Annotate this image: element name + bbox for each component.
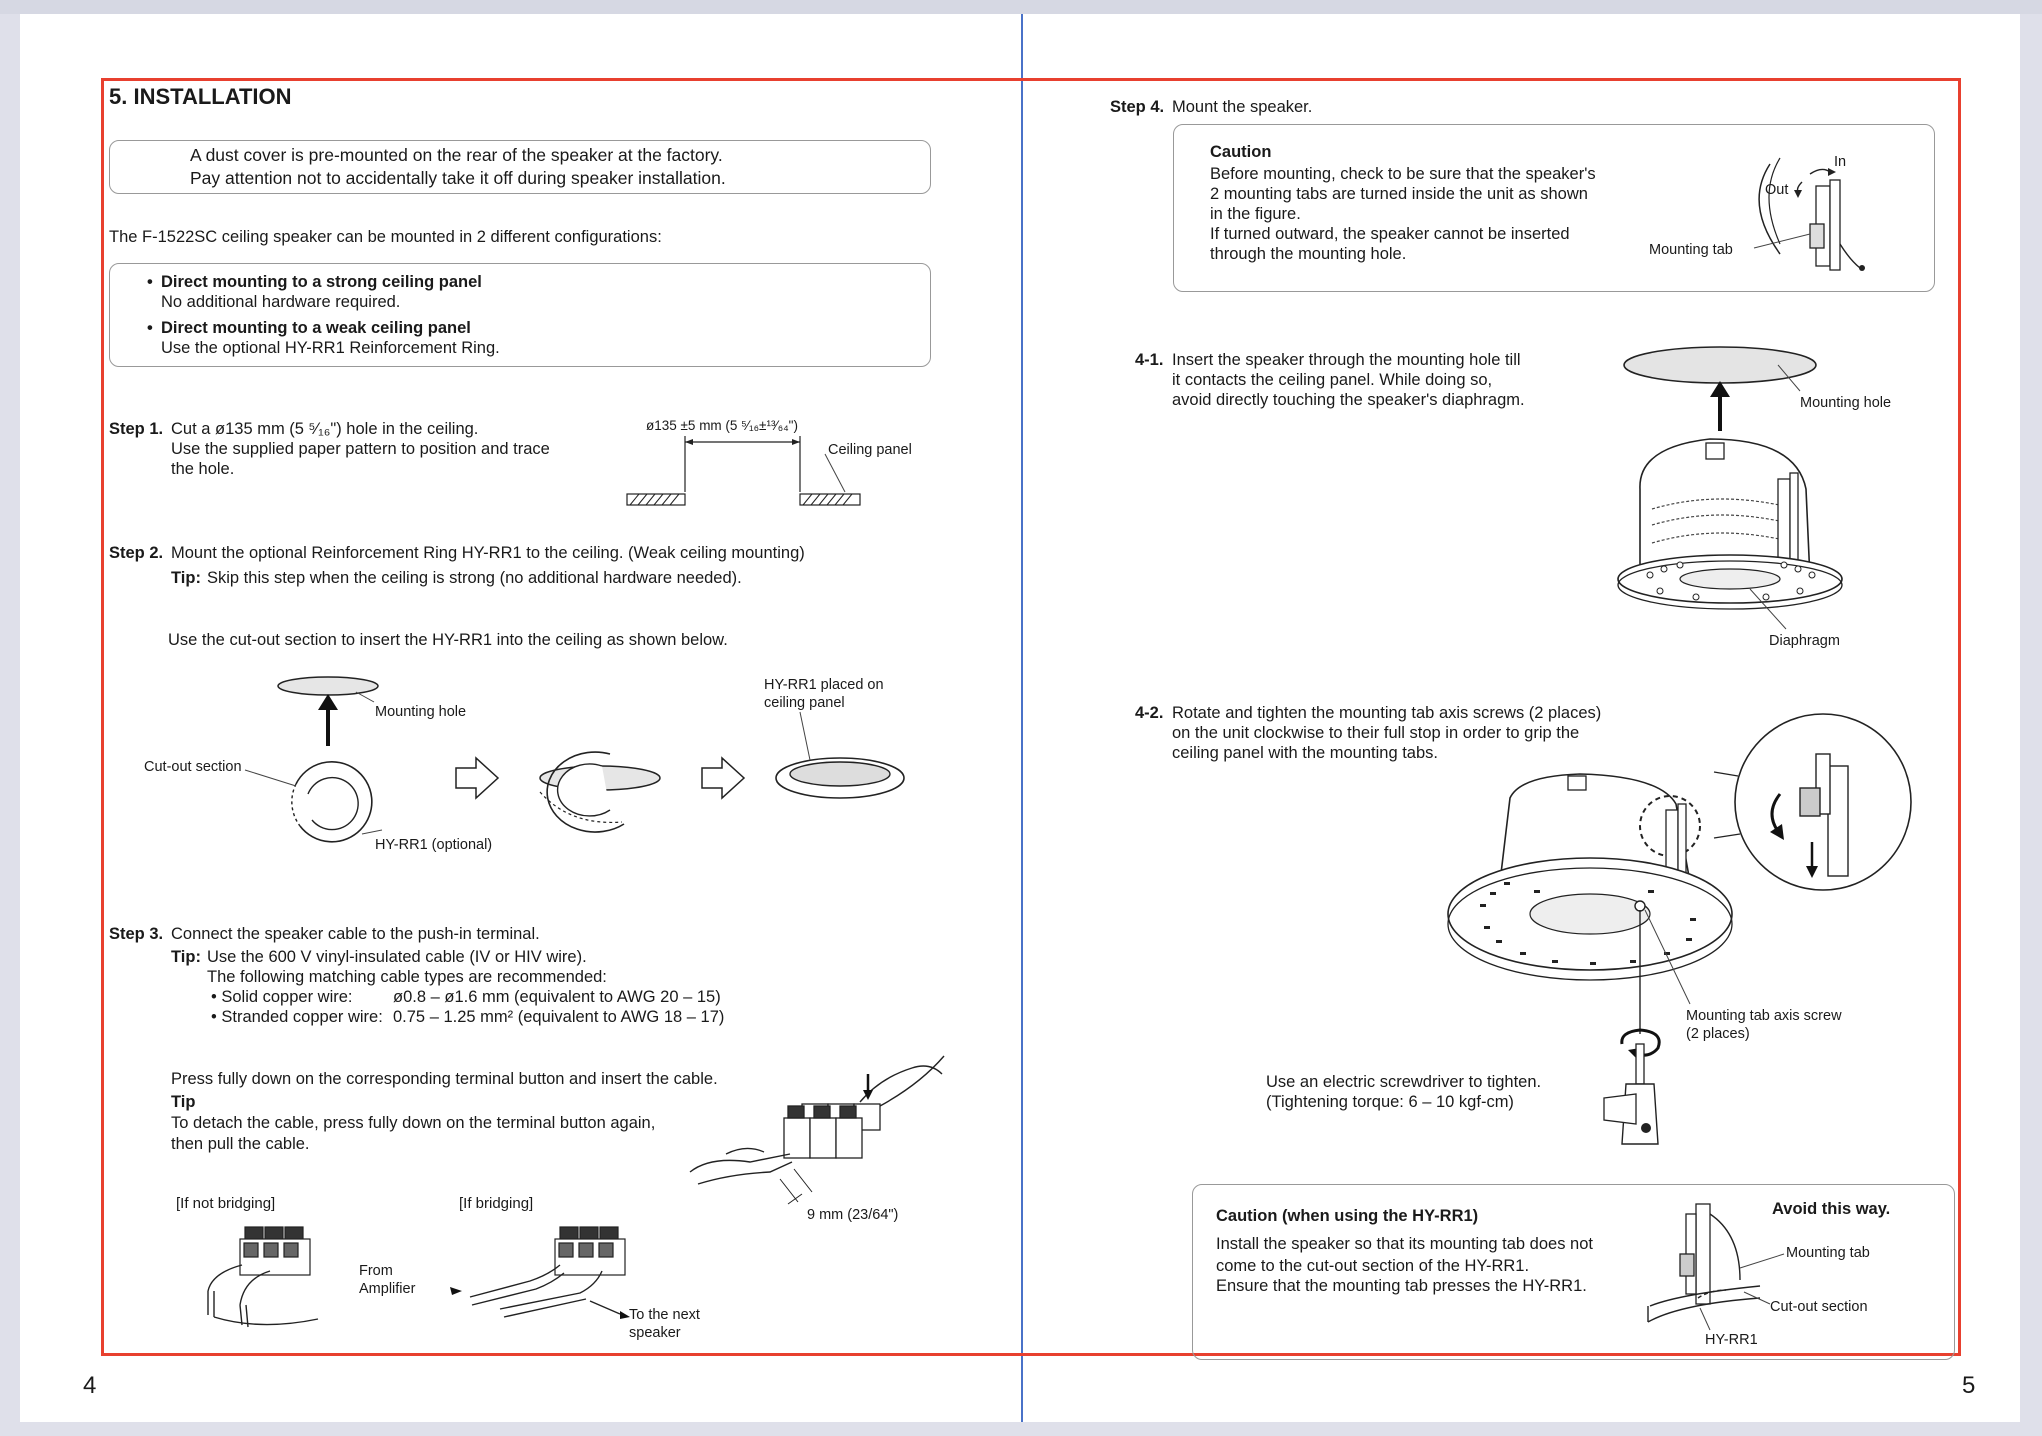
dust-note-line-1: A dust cover is pre-mounted on the rear of the speaker at the factory.	[190, 145, 723, 165]
step4-text: Mount the speaker.	[1172, 98, 1313, 116]
step2-text: Mount the optional Reinforcement Ring HY-RR1 to the ceiling. (Weak ceiling mounting)	[171, 544, 805, 562]
dust-note-line-2: Pay attention not to accidentally take it off during speaker installation.	[190, 168, 726, 188]
caution2-title: Caution (when using the HY-RR1)	[1216, 1207, 1479, 1225]
terminal-bridging-diagram	[460, 1219, 640, 1329]
step42-label: 4-2.	[1135, 704, 1164, 722]
step3-tip-line-2: The following matching cable types are recommended:	[207, 968, 607, 986]
step3-text: Connect the speaker cable to the push-in terminal.	[171, 925, 540, 943]
step3-tip-label: Tip:	[171, 948, 201, 966]
step4-label: Step 4.	[1110, 98, 1165, 116]
driver-line-2: (Tightening torque: 6 – 10 kgf-cm)	[1266, 1093, 1514, 1111]
step3-tip-text: Use the 600 V vinyl-insulated cable (IV or HIV wire).	[207, 948, 587, 966]
caution2-line-3: Ensure that the mounting tab presses the HY-RR1.	[1216, 1277, 1587, 1295]
tab-out-label: Out	[1765, 182, 1789, 198]
caution1-line-5: through the mounting hole.	[1210, 245, 1407, 263]
from-amplifier-1: From	[359, 1263, 393, 1279]
axis-screw-label-1: Mounting tab axis screw	[1686, 1008, 1842, 1024]
cutout-section-label-2: Cut-out section	[1770, 1299, 1868, 1315]
bridging-label: [If bridging]	[459, 1195, 534, 1212]
caution1-line-1: Before mounting, check to be sure that the speaker's	[1210, 165, 1596, 183]
step42-line-2: on the unit clockwise to their full stop in order to grip the	[1172, 724, 1580, 742]
cable-solid-name: • Solid copper wire:	[211, 988, 353, 1006]
to-next-speaker-2: speaker	[629, 1325, 681, 1341]
page-number-left: 4	[83, 1372, 97, 1399]
caution1-line-2: 2 mounting tabs are turned inside the unit as shown	[1210, 185, 1588, 203]
terminal-not-bridging-diagram	[200, 1219, 340, 1329]
caution2-line-2: come to the cut-out section of the HY-RR1.	[1216, 1257, 1530, 1275]
config-bullet: •	[147, 273, 153, 291]
ceiling-panel-label: Ceiling panel	[828, 442, 912, 458]
config-1-heading: Direct mounting to a strong ceiling panel	[161, 273, 482, 291]
mounting-tab-label-1: Mounting tab	[1649, 242, 1733, 258]
avoid-tab-diagram	[1640, 1194, 1790, 1334]
ceiling-hole-diagram	[600, 434, 860, 514]
press-terminal-text: Press fully down on the corresponding terminal button and insert the cable.	[171, 1070, 718, 1088]
step1-line-2: Use the supplied paper pattern to position and trace	[171, 440, 550, 458]
caution2-line-1: Install the speaker so that its mounting tab does not	[1216, 1235, 1593, 1253]
cable-stranded-spec: 0.75 – 1.25 mm² (equivalent to AWG 18 – 17)	[393, 1008, 725, 1026]
hyrr1-optional-label: HY-RR1 (optional)	[375, 837, 493, 853]
step2-label: Step 2.	[109, 544, 164, 562]
placed-label-2: ceiling panel	[764, 695, 845, 711]
avoid-this-way-label: Avoid this way.	[1772, 1200, 1891, 1218]
hyrr1-insertion-diagram	[250, 674, 910, 854]
step1-label: Step 1.	[109, 420, 164, 438]
step42-line-3: ceiling panel with the mounting tabs.	[1172, 744, 1438, 762]
from-amplifier-2: Amplifier	[359, 1281, 416, 1297]
step3-tip2-label: Tip	[171, 1093, 196, 1111]
page-number-right: 5	[1962, 1372, 1976, 1399]
cutout-section-label: Cut-out section	[144, 759, 242, 775]
diaphragm-label: Diaphragm	[1769, 633, 1840, 649]
strip-length-label: 9 mm (23/64")	[807, 1207, 899, 1223]
config-bullet: •	[147, 319, 153, 337]
step2-tip-text: Skip this step when the ceiling is strong (no additional hardware needed).	[207, 569, 742, 587]
not-bridging-label: [If not bridging]	[176, 1195, 276, 1212]
tab-in-label: In	[1834, 154, 1847, 170]
document-spread	[20, 14, 2020, 1422]
driver-line-1: Use an electric screwdriver to tighten.	[1266, 1073, 1542, 1091]
step41-label: 4-1.	[1135, 351, 1164, 369]
step42-line-1: Rotate and tighten the mounting tab axis screws (2 places)	[1172, 704, 1602, 722]
to-next-speaker-1: To the next	[629, 1307, 700, 1323]
step1-line-1: Cut a ø135 mm (5 ⁵⁄₁₆") hole in the ceiling.	[171, 420, 479, 438]
cable-solid-spec: ø0.8 – ø1.6 mm (equivalent to AWG 20 – 15)	[393, 988, 721, 1006]
axis-screw-label-2: (2 places)	[1686, 1026, 1750, 1042]
caution1-line-3: in the figure.	[1210, 205, 1301, 223]
hole-dimension-label: ø135 ±5 mm (5 ⁵⁄₁₆±¹³⁄₆₄")	[646, 418, 798, 433]
config-2-detail: Use the optional HY-RR1 Reinforcement Ring.	[161, 339, 500, 357]
placed-label-1: HY-RR1 placed on	[764, 677, 884, 693]
config-2-heading: Direct mounting to a weak ceiling panel	[161, 319, 471, 337]
config-intro: The F-1522SC ceiling speaker can be mounted in 2 different configurations:	[109, 228, 662, 246]
step2-tip-label: Tip:	[171, 569, 201, 587]
mounting-tab-detail-diagram	[1740, 144, 1900, 274]
cable-stranded-name: • Stranded copper wire:	[211, 1008, 383, 1026]
step3-label: Step 3.	[109, 925, 164, 943]
step41-line-2: it contacts the ceiling panel. While doing so,	[1172, 371, 1493, 389]
section-title: 5. INSTALLATION	[109, 84, 292, 109]
caution1-title: Caution	[1210, 143, 1272, 161]
tighten-screw-diagram	[1440, 714, 1920, 1144]
step3-tip2-line-1: To detach the cable, press fully down on the terminal button again,	[171, 1114, 656, 1132]
config-1-detail: No additional hardware required.	[161, 293, 401, 311]
viewer-top-strip	[0, 0, 2042, 14]
step41-line-1: Insert the speaker through the mounting hole till	[1172, 351, 1521, 369]
mounting-hole-label: Mounting hole	[375, 704, 467, 720]
step1-line-3: the hole.	[171, 460, 235, 478]
caution1-line-4: If turned outward, the speaker cannot be inserted	[1210, 225, 1570, 243]
hyrr1-label: HY-RR1	[1705, 1332, 1758, 1348]
step41-line-3: avoid directly touching the speaker's diaphragm.	[1172, 391, 1525, 409]
step3-tip2-line-2: then pull the cable.	[171, 1135, 310, 1153]
step2-cutout-text: Use the cut-out section to insert the HY-RR1 into the ceiling as shown below.	[168, 631, 728, 649]
speaker-insertion-diagram	[1600, 339, 1860, 639]
terminal-insertion-diagram	[680, 1044, 950, 1224]
mounting-tab-label-3: Mounting tab	[1786, 1245, 1870, 1261]
mounting-hole-label-2: Mounting hole	[1800, 395, 1892, 411]
